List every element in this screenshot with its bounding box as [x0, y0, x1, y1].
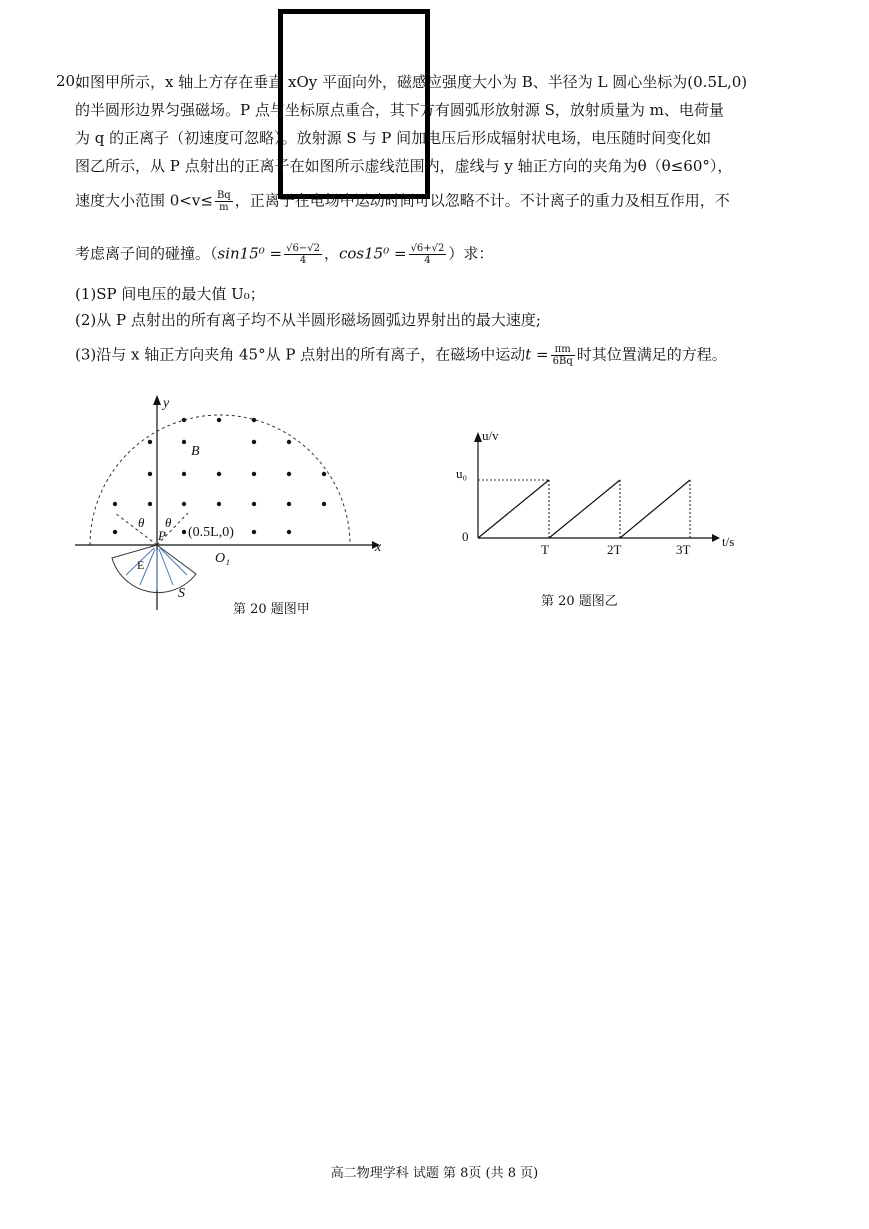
b-label: B: [191, 444, 200, 459]
time-label: t =: [525, 345, 549, 364]
time-num: πm: [551, 344, 575, 356]
line6-prefix: 考虑离子间的碰撞。（: [75, 244, 218, 263]
theta-left: θ: [138, 515, 145, 530]
subquestion-3: [75, 344, 727, 367]
y-axis-arrow: [153, 395, 161, 405]
sawtooth-segment-1: [478, 480, 549, 538]
question-line-5: [75, 190, 730, 213]
separator: ，: [323, 244, 339, 263]
t-axis-arrow: [712, 534, 720, 542]
line6-suffix: ）求：: [448, 244, 494, 263]
origin-label: 0: [462, 529, 469, 544]
question-line-2: 的半圆形边界匀强磁场。P 点与坐标原点重合，其下方有圆弧形放射源 S，放射质量为 m、电荷量: [75, 101, 724, 119]
v-max-fraction: [215, 190, 233, 213]
figure-a-caption: 第 20 题图甲: [233, 602, 310, 617]
u-axis-label: u/v: [482, 428, 499, 443]
cos-den: 4: [424, 255, 431, 266]
tick-label-2T: 2T: [607, 542, 622, 557]
question-number: 20.: [56, 72, 80, 90]
sub3-suffix: 时其位置满足的方程。: [576, 345, 727, 364]
figure-b-caption: 第 20 题图乙: [541, 594, 618, 609]
p-label: P: [158, 528, 166, 543]
t-axis-label: t/s: [722, 534, 735, 549]
figure-a-diagram: [70, 385, 410, 615]
cos-fraction: [409, 243, 447, 266]
s-label: S: [178, 586, 185, 601]
sawtooth-segment-3: [620, 480, 690, 538]
tick-label-3T: 3T: [676, 542, 691, 557]
question-line-4: 图乙所示，从 P 点射出的正离子在如图所示虚线范围内，虚线与 y 轴正方向的夹角为θ（θ≤60°），: [75, 157, 733, 175]
question-line-6: [75, 243, 493, 266]
v-max-den: m: [219, 202, 229, 213]
figure-b-chart: [450, 420, 750, 570]
e-label: E: [137, 558, 145, 572]
tick-label-T: T: [541, 542, 549, 557]
u0-label: u₀: [456, 466, 468, 481]
time-den: 6Bq: [552, 356, 573, 367]
question-line-3: 为 q 的正离子（初速度可忽略）。放射源 S 与 P 间加电压后形成辐射状电场，电压随时间变化如: [75, 129, 712, 147]
y-axis-label: y: [163, 396, 170, 411]
sin-fraction: [284, 243, 322, 266]
sin-label: sin15⁰ =: [217, 244, 283, 263]
sawtooth-segment-2: [549, 480, 620, 538]
line5-suffix: ，正离子在电场中运动时间可以忽略不计。不计离子的重力及相互作用，不: [234, 191, 730, 210]
page-footer: 高二物理学科 试题 第 8页 (共 8 页): [330, 1166, 539, 1181]
cos-num: √6+√2: [410, 243, 445, 254]
sub3-prefix: (3)沿与 x 轴正方向夹角 45°从 P 点射出的所有离子，在磁场中运动: [75, 345, 526, 364]
line5-prefix: 速度大小范围 0<v≤: [75, 191, 213, 210]
sin-num: √6−√2: [286, 243, 320, 254]
time-fraction: [551, 344, 575, 367]
center-coordinate-label: (0.5L,0): [188, 525, 234, 540]
sin-den: 4: [299, 255, 307, 266]
o1-label: O₁: [215, 551, 230, 566]
x-axis-label: x: [375, 540, 382, 555]
electric-field-arrows: [126, 548, 187, 590]
subquestion-2: (2)从 P 点射出的所有离子均不从半圆形磁场圆弧边界射出的最大速度;: [75, 311, 541, 329]
field-dots: [113, 418, 326, 534]
theta-right: θ: [165, 515, 172, 530]
subquestion-1: (1)SP 间电压的最大值 U₀；: [75, 285, 265, 303]
u-axis-arrow: [474, 432, 482, 442]
v-max-num: Bq: [216, 190, 231, 201]
question-line-1: 如图甲所示，x 轴上方存在垂直 xOy 平面向外，磁感应强度大小为 B、半径为 L 圆心坐标为(0.5L,0): [75, 73, 748, 91]
cos-label: cos15⁰ =: [338, 244, 407, 263]
left-boundary-line: [115, 513, 157, 545]
